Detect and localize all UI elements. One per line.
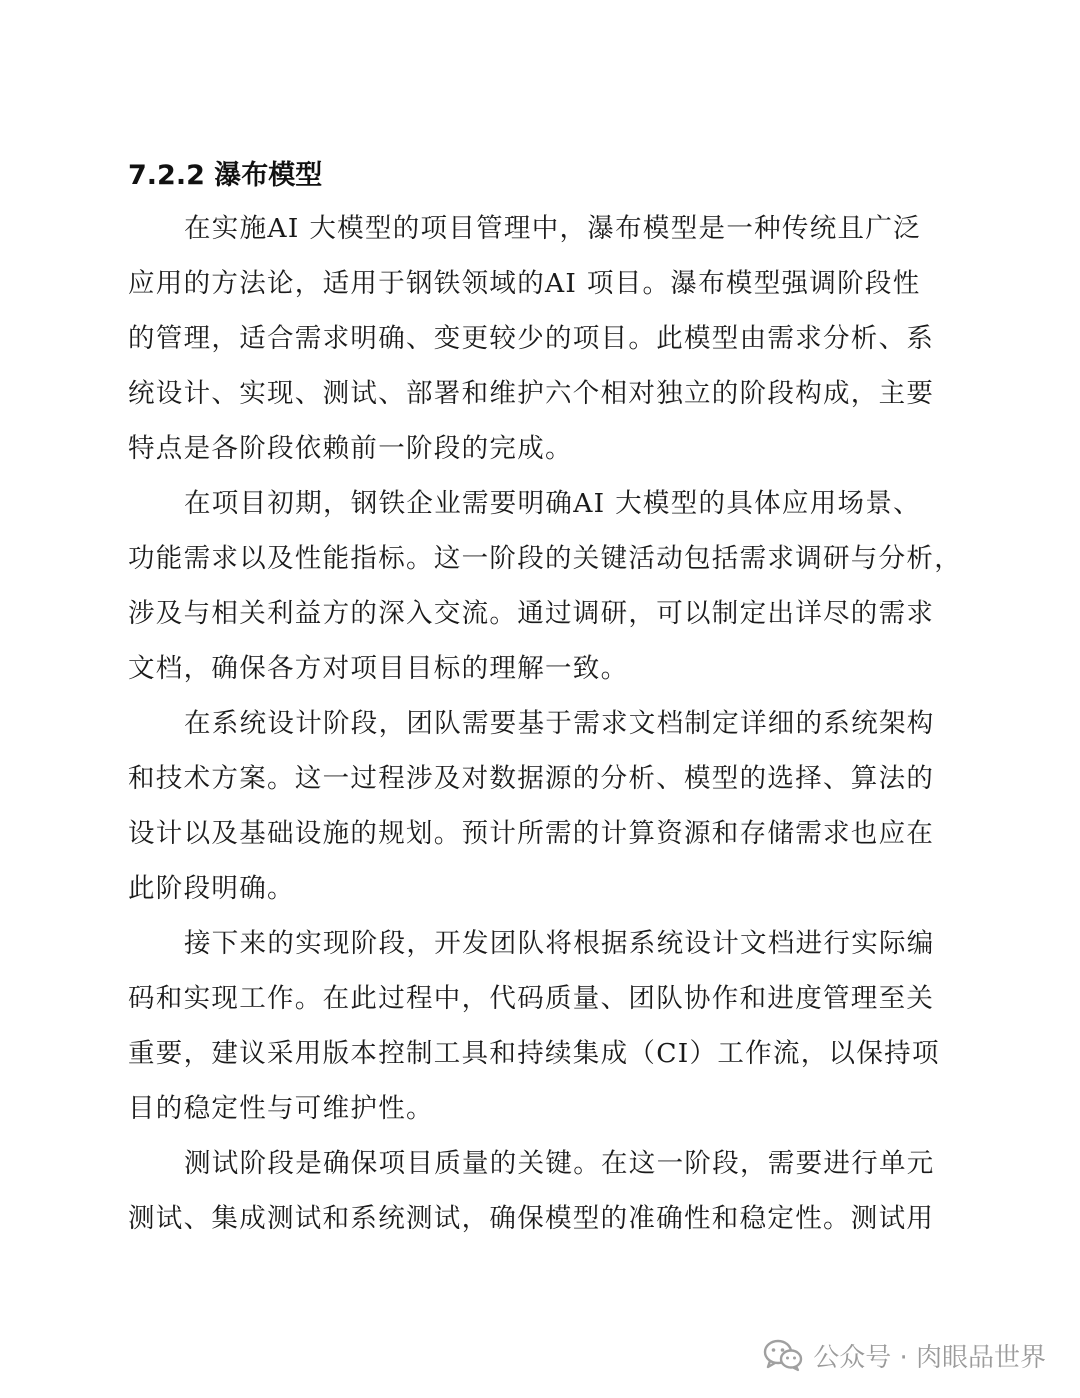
paragraph-line: 在实施AI 大模型的项目管理中，瀑布模型是一种传统且广泛 — [184, 213, 921, 244]
paragraph-line: 的管理，适合需求明确、变更较少的项目。此模型由需求分析、系 — [128, 323, 935, 354]
paragraph-line: 统设计、实现、测试、部署和维护六个相对独立的阶段构成，主要 — [128, 378, 935, 409]
watermark — [763, 1333, 1046, 1377]
paragraph-3 — [128, 696, 968, 916]
paragraph-line: 涉及与相关利益方的深入交流。通过调研，可以制定出详尽的需求 — [128, 598, 935, 629]
paragraph-line: 特点是各阶段依赖前一阶段的完成。 — [128, 433, 573, 464]
watermark-text: 公众号 · 肉眼品世界 — [813, 1342, 1046, 1373]
paragraph-line: 此阶段明确。 — [128, 873, 295, 904]
paragraph-line: 在系统设计阶段，团队需要基于需求文档制定详细的系统架构 — [184, 708, 935, 739]
wechat-icon — [763, 1338, 803, 1372]
paragraph-4 — [128, 916, 968, 1136]
paragraph-line: 文档，确保各方对项目目标的理解一致。 — [128, 653, 629, 684]
paragraph-line: 接下来的实现阶段，开发团队将根据系统设计文档进行实际编 — [184, 928, 935, 959]
paragraph-line: 设计以及基础设施的规划。预计所需的计算资源和存储需求也应在 — [128, 818, 935, 849]
paragraph-line: 应用的方法论，适用于钢铁领域的AI 项目。瀑布模型强调阶段性 — [128, 268, 921, 299]
paragraph-line: 码和实现工作。在此过程中，代码质量、团队协作和进度管理至关 — [128, 983, 935, 1014]
paragraph-line: 和技术方案。这一过程涉及对数据源的分析、模型的选择、算法的 — [128, 763, 935, 794]
paragraph-line: 功能需求以及性能指标。这一阶段的关键活动包括需求调研与分析， — [128, 543, 962, 574]
body-text — [128, 201, 968, 1246]
paragraph-line: 在项目初期，钢铁企业需要明确AI 大模型的具体应用场景、 — [184, 488, 921, 519]
paragraph-2 — [128, 476, 968, 696]
paragraph-1 — [128, 201, 968, 476]
paragraph-line: 重要，建议采用版本控制工具和持续集成（CI）工作流，以保持项 — [128, 1038, 940, 1069]
paragraph-line: 测试、集成测试和系统测试，确保模型的准确性和稳定性。测试用 — [128, 1203, 935, 1234]
section-heading: 7.2.2 瀑布模型 — [128, 160, 323, 191]
paragraph-line: 测试阶段是确保项目质量的关键。在这一阶段，需要进行单元 — [184, 1148, 935, 1179]
paragraph-line: 目的稳定性与可维护性。 — [128, 1093, 434, 1124]
paragraph-5 — [128, 1136, 968, 1246]
